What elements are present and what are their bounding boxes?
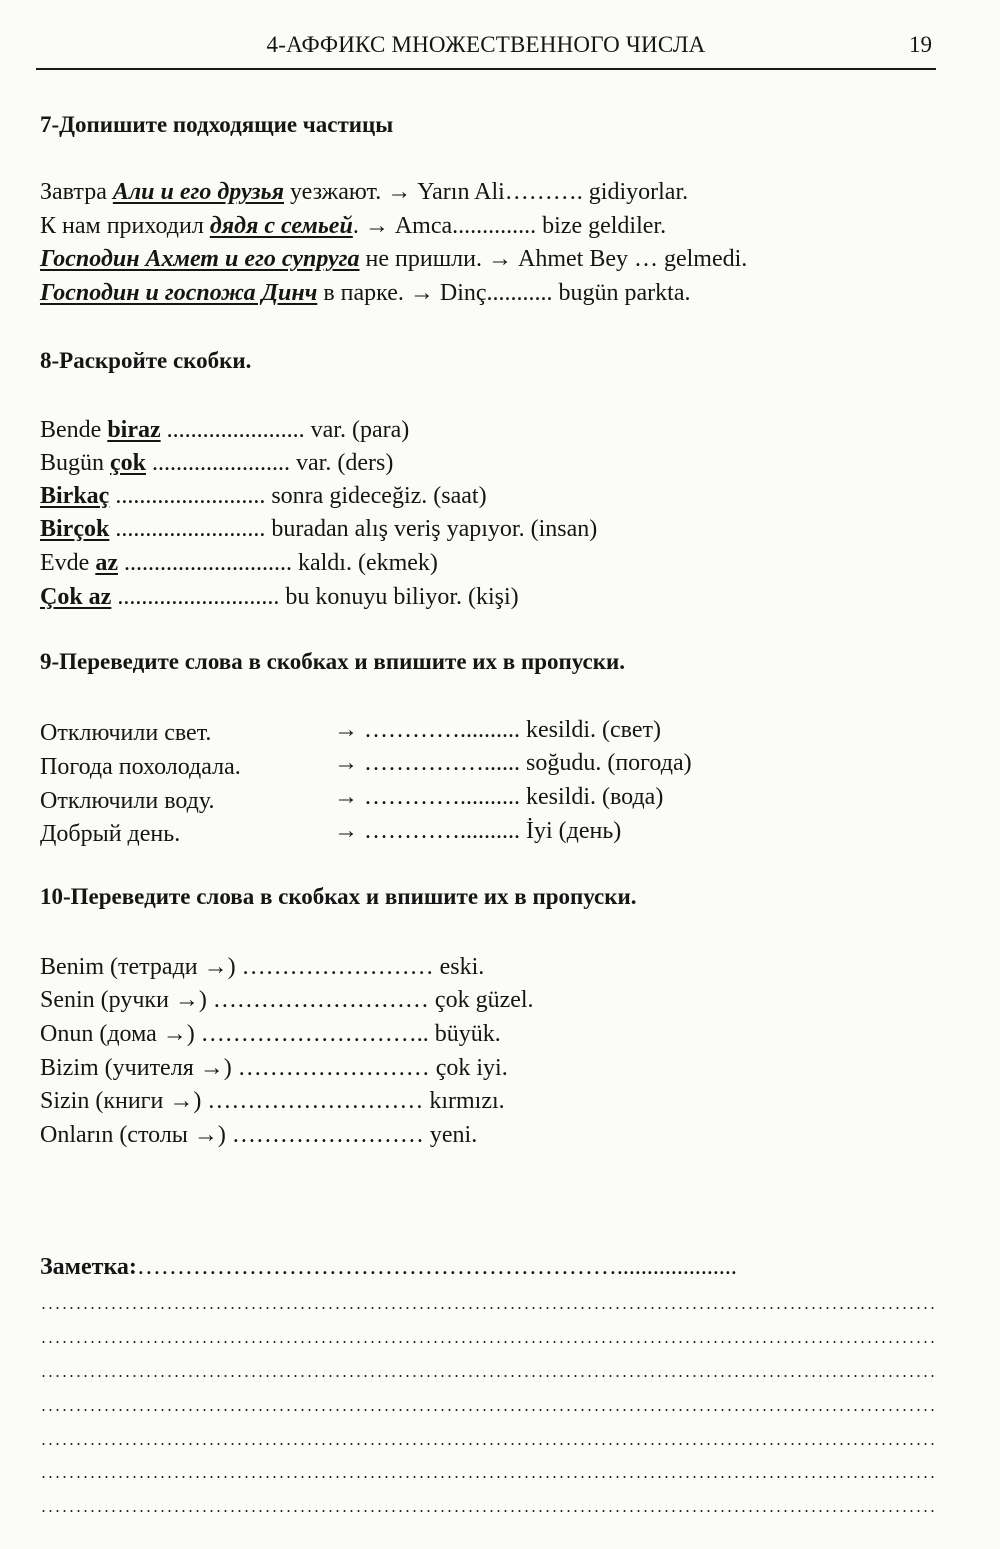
line-text: К нам приходил <box>40 213 210 239</box>
exercise-9-russian-4: Добрый день. <box>40 821 181 847</box>
exercise-9-title: 9-Переведите слова в скобках и впишите их в пропуски. <box>40 649 625 674</box>
running-header <box>36 30 936 70</box>
exercise-9-russian-1: Отключили свет. <box>40 720 212 746</box>
highlighted-word: biraz <box>107 417 161 443</box>
exercise-10-line-6: Onların (столы →) …………………… yeni. <box>40 1122 478 1148</box>
exercise-10-line-4: Bizim (учителя →) …………………… çok iyi. <box>40 1055 508 1081</box>
highlighted-word: az <box>95 550 118 576</box>
notes-first-dots: …………………………………………………….................... <box>136 1254 737 1280</box>
notes-dotted-line <box>40 1307 936 1309</box>
line-text: . → Amca.............. bize geldiler. <box>352 213 667 239</box>
exercise-8-line-2 <box>40 448 393 478</box>
exercise-9-turkish-2: → ……………...... soğudu. (погода) <box>334 750 692 776</box>
highlighted-word: Birkaç <box>40 483 110 509</box>
exercise-7-line-4 <box>40 278 691 308</box>
notes-dotted-line <box>40 1510 936 1512</box>
highlighted-phrase: дядя с семьей <box>209 213 353 239</box>
line-text: ........................... bu konuyu biliyor. (kişi) <box>111 584 519 610</box>
exercise-8-line-3 <box>40 481 487 511</box>
line-text: в парке. → Dinç........... bugün parktа. <box>317 280 691 306</box>
exercise-7-title: 7-Допишите подходящие частицы <box>40 112 394 137</box>
exercise-9-russian-3: Отключили воду. <box>40 788 215 814</box>
notes-dotted-line <box>40 1409 936 1411</box>
notes-label: Заметка: <box>40 1254 137 1280</box>
highlighted-phrase: Али и его друзья <box>112 179 284 205</box>
exercise-8-line-4 <box>40 514 597 544</box>
highlighted-phrase: Господин Ахмет и его супруга <box>40 246 360 272</box>
line-text: Завтра <box>40 179 113 205</box>
highlighted-word: çok <box>110 450 147 476</box>
exercise-8-line-5 <box>40 548 438 578</box>
notes-dotted-line <box>40 1443 936 1445</box>
exercise-10-line-1: Benim (тетради →) …………………… eski. <box>40 954 485 980</box>
line-text: Evde <box>40 550 96 576</box>
exercise-7-line-2 <box>40 211 666 241</box>
line-text: ............................ kaldı. (ekmek) <box>117 550 438 576</box>
exercise-7-line-3 <box>40 244 747 274</box>
notes-dotted-line <box>40 1341 936 1343</box>
exercise-8-line-6 <box>40 582 519 612</box>
line-text: ....................... var. (ders) <box>146 450 394 476</box>
exercise-10-title: 10-Переведите слова в скобках и впишите их в пропуски. <box>40 884 637 909</box>
exercise-9-turkish-3: → ………….......... kesildi. (вода) <box>334 784 664 810</box>
chapter-title: 4-АФФИКС МНОЖЕСТВЕННОГО ЧИСЛА <box>266 32 706 57</box>
exercise-7-line-1 <box>40 177 688 207</box>
exercise-9-turkish-1: → ………….......... kesildi. (свет) <box>334 717 661 743</box>
line-text: ......................... buradan alış veriş yapıyor. (insan) <box>109 516 598 542</box>
exercise-10-line-3: Onun (дома →) ……………………….. büyük. <box>40 1021 501 1047</box>
highlighted-word: Birçok <box>40 516 110 542</box>
page-number: 19 <box>909 32 932 57</box>
notes-label-line <box>40 1254 737 1281</box>
line-text: ....................... var. (para) <box>160 417 410 443</box>
exercise-8-line-1 <box>40 415 409 445</box>
line-text: Bugün <box>40 450 111 476</box>
exercise-9-russian-2: Погода похолодала. <box>40 754 241 780</box>
exercise-10-line-5: Sizin (книги →) ……………………… kırmızı. <box>40 1088 505 1114</box>
notes-dotted-line <box>40 1476 936 1478</box>
exercise-9-turkish-4: → ………….......... İyi (день) <box>334 818 622 844</box>
notes-dotted-line <box>40 1375 936 1377</box>
line-text: Bende <box>40 417 108 443</box>
line-text: уезжают. → Yarın Ali………. gidiyorlar. <box>284 179 689 205</box>
exercise-8-title: 8-Раскройте скобки. <box>40 348 252 373</box>
highlighted-phrase: Господин и госпожа Динч <box>40 280 318 306</box>
highlighted-word: Çok az <box>40 584 112 610</box>
exercise-10-line-2: Senin (ручки →) ……………………… çok güzel. <box>40 987 534 1013</box>
line-text: не пришли. → Ahmet Bey … gelmedi. <box>359 246 748 272</box>
line-text: ......................... sonra gideceğiz. (saat) <box>109 483 487 509</box>
